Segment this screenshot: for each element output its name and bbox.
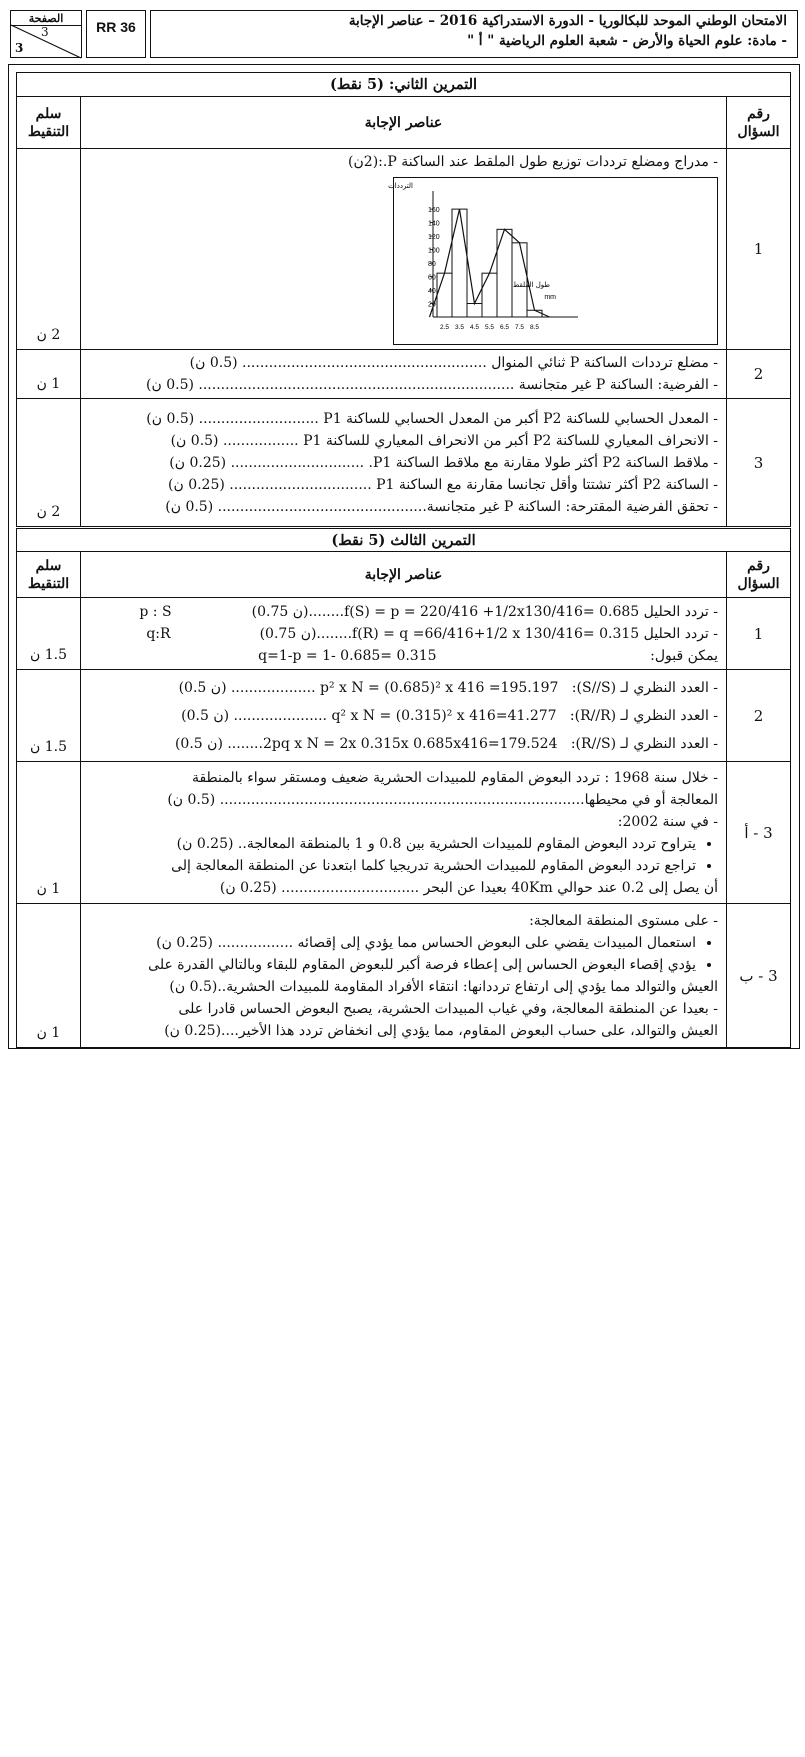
y-tick-label: 100 xyxy=(428,247,440,255)
exam-code: RR 36 xyxy=(86,10,146,58)
answer-line: العيش والتوالد مما يؤدي إلى ارتفاع ترددانها: انتقاء الأفراد المقاومة للمبيدات الحشرية..(0.5 ن) xyxy=(169,978,719,995)
exam-title-line1: الامتحان الوطني الموحد للبكالوريا - الدورة الاستدراكية 2016 – عناصر الإجابة xyxy=(348,13,787,29)
histogram-chart xyxy=(388,177,718,345)
question-number: 1 xyxy=(727,149,791,350)
answer-cell xyxy=(81,149,727,350)
answer-cell xyxy=(81,670,727,762)
x-tick-label: 5.5 xyxy=(484,324,495,331)
answer-line: - خلال سنة 1968 : تردد البعوض المقاوم للمبيدات الحشرية ضعيف ومستقر سواء بالمنطقة xyxy=(191,769,719,786)
x-tick-label: 4.5 xyxy=(469,324,480,331)
x-tick-label: 2.5 xyxy=(439,324,450,331)
question-score: 1.5 ن xyxy=(17,598,81,670)
question-number: 1 xyxy=(727,598,791,670)
answer-cell xyxy=(81,598,727,670)
y-tick-label: 40 xyxy=(428,288,436,296)
answer-line: - الانحراف المعياري للساكنة P2 أكبر من الانحراف المعياري للساكنة P1 ................. (0.5 ن) xyxy=(170,432,719,449)
question-score: 1.5 ن xyxy=(17,670,81,762)
answer-line: - الفرضية: الساكنة P غير متجانسة ....................................................................... (0.5 ن) xyxy=(146,377,719,393)
col-answer-header: عناصر الإجابة xyxy=(81,552,727,598)
answer-label: - تردد الحليل q:R xyxy=(146,625,719,642)
histogram-bar xyxy=(467,304,482,317)
histogram-bar xyxy=(497,229,512,317)
answer-line xyxy=(89,730,718,758)
histogram-bar xyxy=(482,273,497,317)
answer-bullets xyxy=(89,932,718,976)
question-score: 1 ن xyxy=(17,350,81,399)
question-score: 2 ن xyxy=(17,149,81,350)
col-question-header: رقم السؤال xyxy=(727,97,791,149)
answer-formula: q=1-p = 1- 0.685= 0.315 xyxy=(258,647,437,664)
histogram-bar xyxy=(512,243,527,317)
answer-cell xyxy=(81,399,727,527)
exercise-2-title: التمرين الثاني: (5 نقط) xyxy=(17,73,791,97)
x-tick-label: 8.5 xyxy=(529,324,540,331)
page-header xyxy=(10,10,798,58)
x-axis-label: طول الملقط xyxy=(512,281,551,289)
bullet-item: • تراجع تردد البعوض المقاوم للمبيدات الحشرية تدريجيا كلما ابتعدنا عن المنطقة المعالجة إلى xyxy=(89,855,696,877)
answer-label: - العدد النظري لـ (S//S): xyxy=(571,679,719,696)
answer-line: - المعدل الحسابي للساكنة P2 أكبر من المعدل الحسابي للساكنة P1 ........................... (0.5 ن) xyxy=(146,410,719,427)
question-score: 2 ن xyxy=(17,399,81,527)
answer-cell xyxy=(81,350,727,399)
y-tick-label: 140 xyxy=(428,220,440,228)
y-axis-label: الترددات xyxy=(388,182,414,190)
x-tick-label: 3.5 xyxy=(454,324,465,331)
page-number-box xyxy=(10,10,82,58)
answer-cell xyxy=(81,904,727,1048)
question-number: 2 xyxy=(727,670,791,762)
frequency-polygon xyxy=(430,209,550,317)
answer-formula: (0.5 ن) ........2pq x N = 2x 0.315x 0.685x416=179.524 xyxy=(174,735,558,752)
question-number: 3 - ب xyxy=(727,904,791,1048)
answer-line: - تحقق الفرضية المقترحة: الساكنة P غير متجانسة............................................... (0.5 ن) xyxy=(165,498,719,515)
answer-formula: (0.5 ن) ................... p² x N = (0.685)² x 416 =195.197 xyxy=(178,679,559,696)
answer-line xyxy=(89,623,718,645)
col-answer-header: عناصر الإجابة xyxy=(81,97,727,149)
answer-bullets xyxy=(89,833,718,877)
exam-title-box xyxy=(150,10,798,58)
bullet-item: • يؤدي إقصاء البعوض الحساس إلى إعطاء فرصة أكبر للبعوض المقاوم للبقاء وبالتالي القدرة على xyxy=(89,954,696,976)
question-score: 1 ن xyxy=(17,904,81,1048)
answer-line xyxy=(89,674,718,702)
answer-line xyxy=(89,702,718,730)
col-question-header: رقم السؤال xyxy=(727,552,791,598)
page-number: 3 xyxy=(41,25,49,39)
y-tick-label: 20 xyxy=(428,301,436,309)
y-tick-label: 60 xyxy=(428,274,436,282)
question-number: 2 xyxy=(727,350,791,399)
answer-formula: (0.75 ن)........f(R) = q =66/416+1/2 x 130/416= 0.315 xyxy=(259,625,640,642)
col-score-header: سلم التنقيط xyxy=(17,552,81,598)
histogram-bar xyxy=(527,310,542,317)
bullet-item: • استعمال المبيدات يقضي على البعوض الحساس مما يؤدي إلى إقصائه ................. (0.25 ن) xyxy=(89,932,696,954)
y-tick-label: 80 xyxy=(428,261,436,269)
x-axis-unit: mm xyxy=(544,294,557,301)
answer-line: - الساكنة P2 أكثر تشتتا وأقل تجانسا مقارنة مع الساكنة P1 ................................ (0.25 ن) xyxy=(167,476,719,493)
exam-title-line2: - مادة: علوم الحياة والأرض - شعبة العلوم الرياضية " أ " xyxy=(467,33,787,49)
histogram-bar xyxy=(437,273,452,317)
answer-line: أن يصل إلى 0.2 عند حوالي 40Km بعيدا عن البحر ............................... (0.25 ن) xyxy=(219,879,719,896)
page-total: 3 xyxy=(15,41,24,55)
histogram-bar xyxy=(452,209,467,317)
answer-formula: (0.5 ن) ..................... q² x N = (0.315)² x 416=41.277 xyxy=(181,707,557,724)
answer-line xyxy=(89,601,718,623)
answer-line: العيش والتوالد، على حساب البعوض المقاوم، مما يؤدي إلى انخفاض تردد هذا الأخير....(0.25 ن) xyxy=(164,1022,719,1039)
answer-line: - بعيدا عن المنطقة المعالجة، وفي غياب المبيدات الحشرية، يصبح البعوض الحساس قادرا على xyxy=(178,1000,719,1017)
answer-cell xyxy=(81,762,727,904)
question-number: 3 xyxy=(727,399,791,527)
exercise-3-title: التمرين الثالث (5 نقط) xyxy=(17,529,791,552)
y-tick-label: 160 xyxy=(428,207,440,215)
exercise-2-table xyxy=(16,72,791,527)
answer-line: المعالجة أو في محيطها.................................................................................. (0.5 ن) xyxy=(167,791,719,808)
question-number: 3 - أ xyxy=(727,762,791,904)
x-tick-label: 7.5 xyxy=(514,324,525,331)
answer-label: يمكن قبول: xyxy=(650,647,719,664)
answer-formula: (0.75 ن)........f(S) = p = 220/416 +1/2x130/416= 0.685 xyxy=(251,603,640,620)
answer-line: - في سنة 2002: xyxy=(617,813,719,830)
x-tick-label: 6.5 xyxy=(499,324,510,331)
answer-line: - ملاقط الساكنة P2 أكثر طولا مقارنة مع ملاقط الساكنة P1. .............................. (0.25 ن) xyxy=(169,454,719,471)
answer-label: - العدد النظري لـ (R//R): xyxy=(569,707,719,724)
answer-label: - العدد النظري لـ (R//S): xyxy=(570,735,719,752)
bullet-item: • يتراوح تردد البعوض المقاوم للمبيدات الحشرية بين 0.8 و 1 بالمنطقة المعالجة.. (0.25 ن) xyxy=(89,833,696,855)
y-tick-label: 120 xyxy=(428,234,440,242)
answer-line: - مضلع ترددات الساكنة P ثنائي المنوال ....................................................... (0.5 ن) xyxy=(189,355,719,371)
answer-line: - على مستوى المنطقة المعالجة: xyxy=(529,912,719,929)
answer-line xyxy=(89,645,718,667)
page-label: الصفحة xyxy=(11,12,81,26)
exercise-3-table xyxy=(16,528,791,1048)
question-score: 1 ن xyxy=(17,762,81,904)
answer-label: - تردد الحليل p : S xyxy=(139,603,719,620)
chart-frame xyxy=(394,178,718,345)
col-score-header: سلم التنقيط xyxy=(17,97,81,149)
answer-line: - مدراج ومضلع ترددات توزيع طول الملقط عند الساكنة P.:(2ن) xyxy=(348,154,719,170)
